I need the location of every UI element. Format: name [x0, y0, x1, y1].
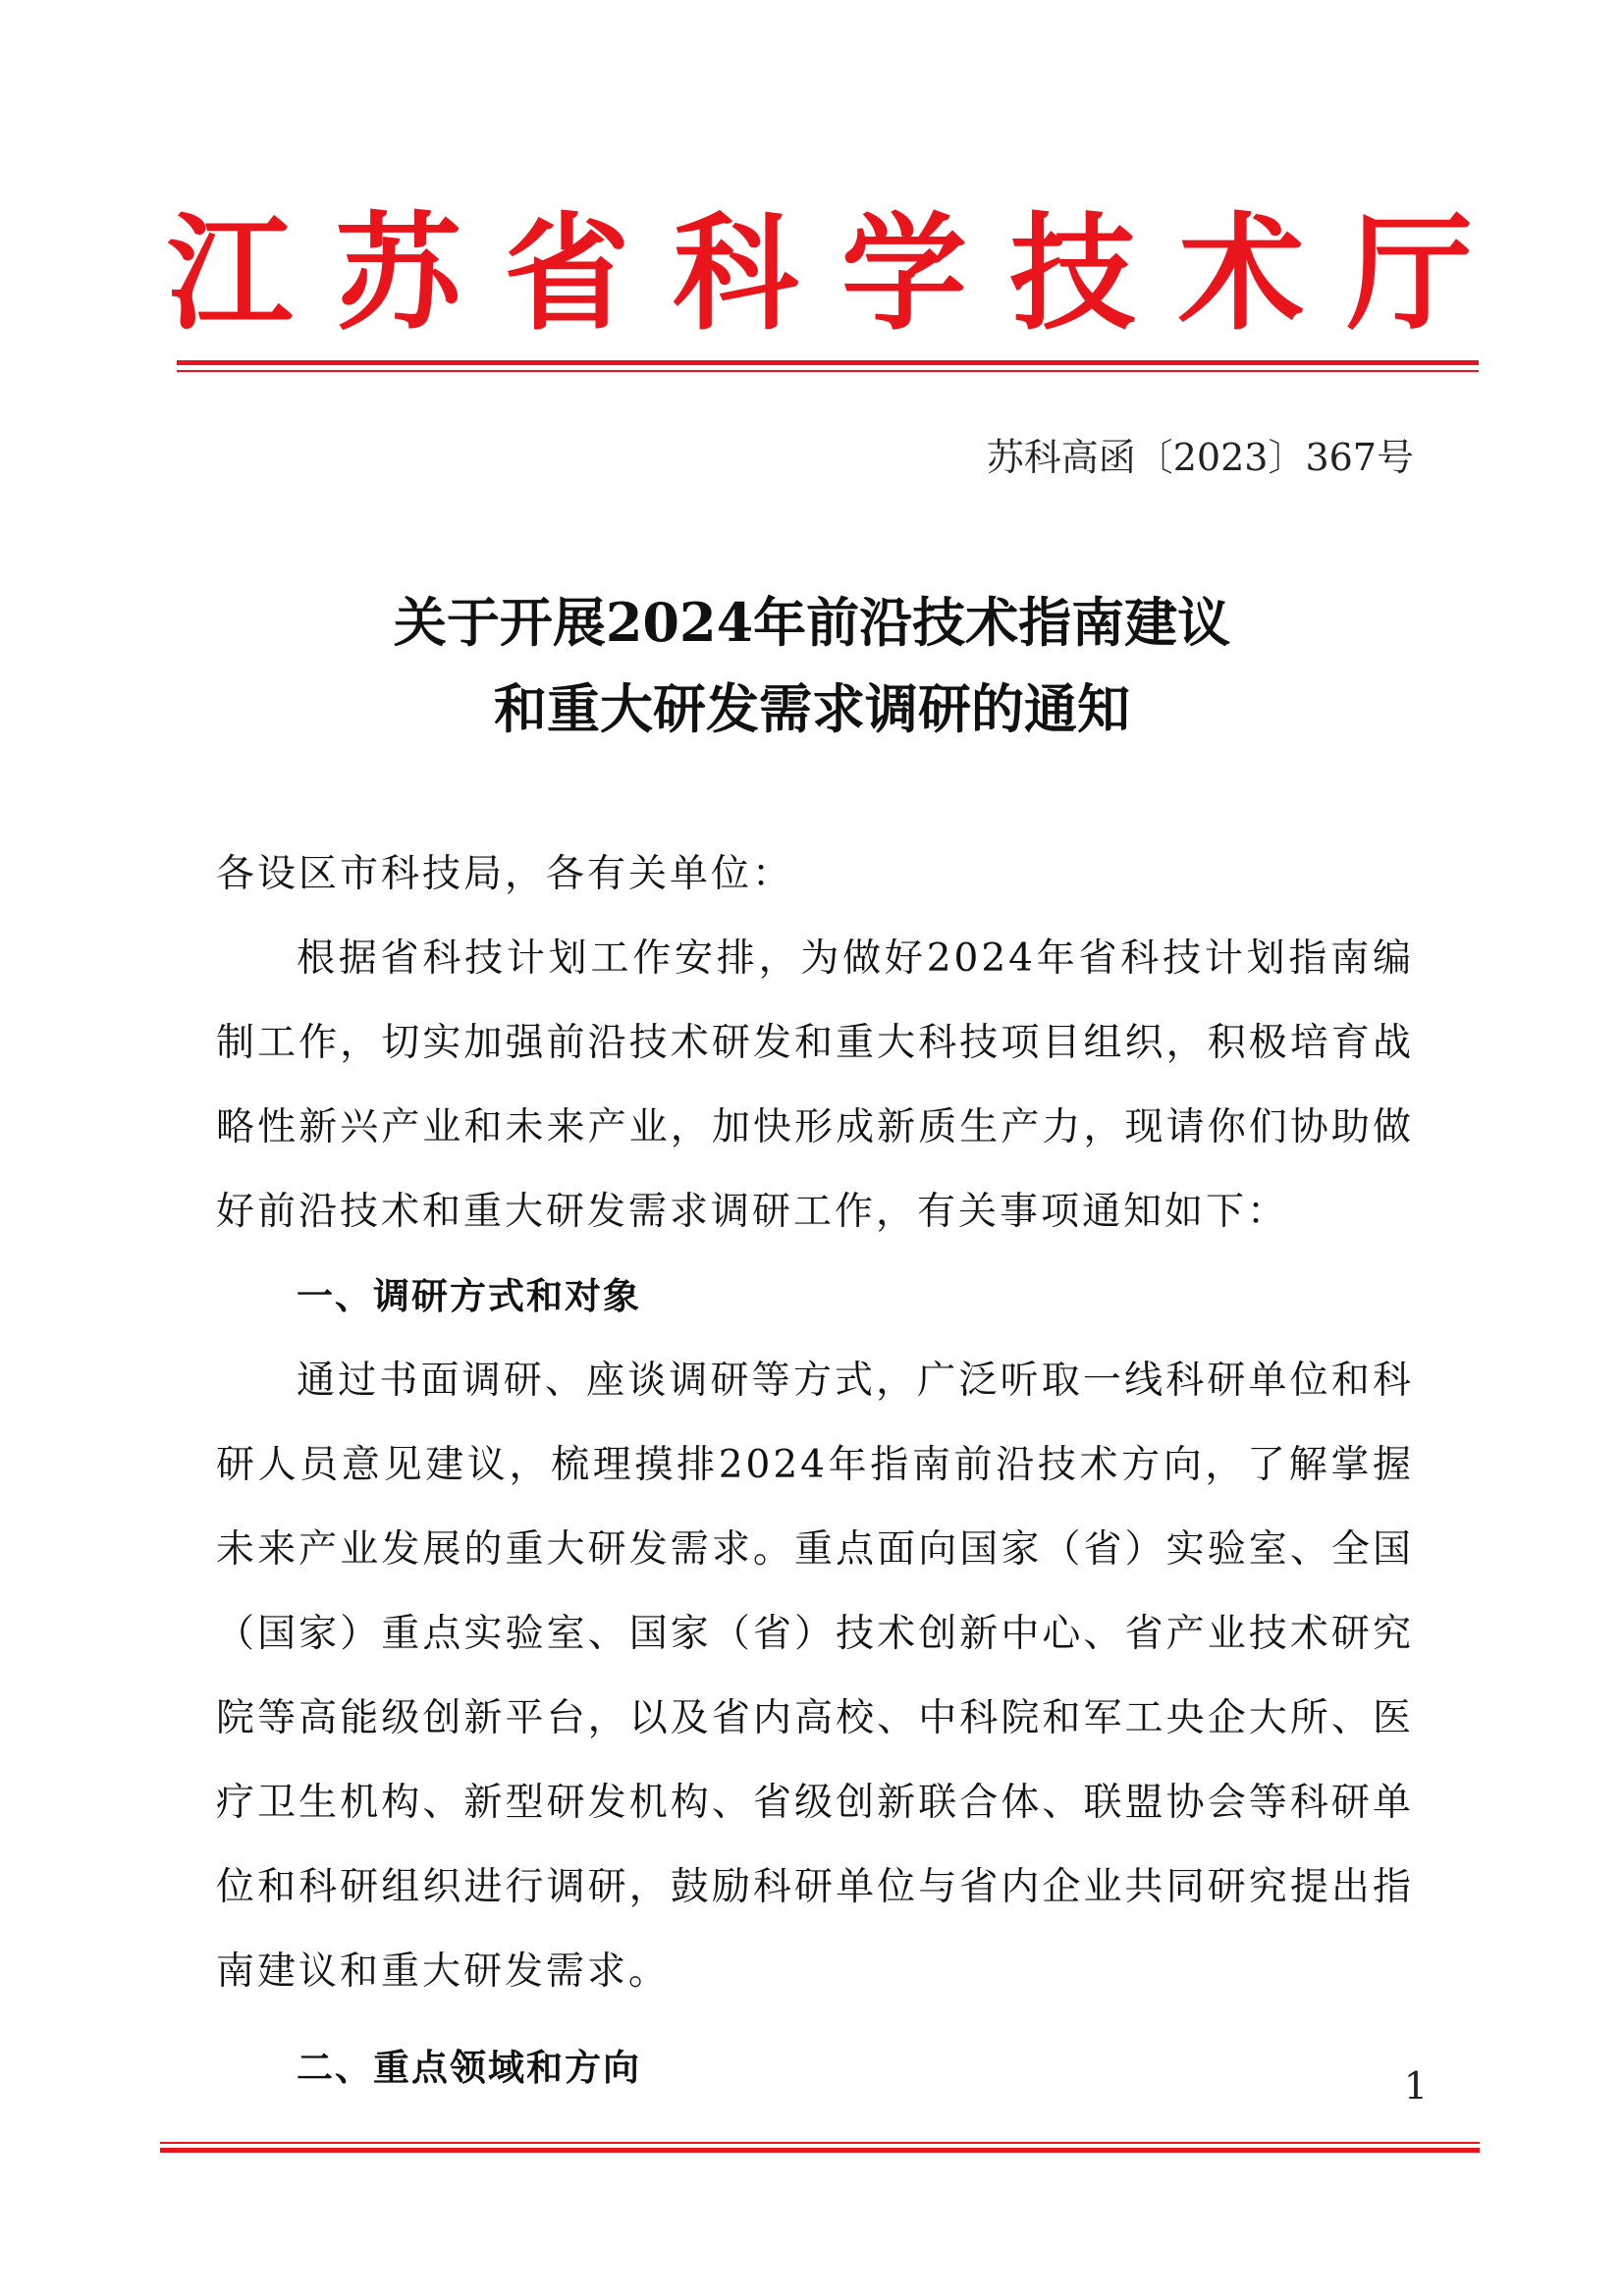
section-1-paragraph: 通过书面调研、座谈调研等方式，广泛听取一线科研单位和科研人员意见建议，梳理摸排2024年指南前沿技术方向，了解掌握未来产业发展的重大研发需求。重点面向国家（省）实验室、全国（国家）重点实验室、国家（省）技术创新中心、省产业技术研究院等高能级创新平台，以及省内高校、中科院和军工央企大所、医疗卫生机构、新型研发机构、省级创新联合体、联盟协会等科研单位和科研组织进行调研，鼓励科研单位与省内企业共同研究提出指南建议和重大研发需求。: [216, 1359, 1414, 1994]
masthead-char: 江: [167, 201, 294, 347]
title-line-1: 关于开展2024年前沿技术指南建议: [393, 591, 1231, 654]
masthead-rule-thick: [177, 360, 1479, 365]
section-heading-2: 二、重点领域和方向: [297, 2047, 641, 2089]
masthead-char: 苏: [335, 201, 461, 347]
masthead-char: 技: [1009, 201, 1136, 347]
salutation: 各设区市科技局，各有关单位：: [216, 852, 794, 896]
masthead-char: 省: [504, 201, 630, 347]
intro-paragraph: 根据省科技计划工作安排，为做好2024年省科技计划指南编制工作，切实加强前沿技术研发和重大科技项目组织，积极培育战略性新兴产业和未来产业，加快形成新质生产力，现请你们协助做好前沿技术和重大研发需求调研工作，有关事项通知如下：: [216, 936, 1414, 1234]
title-line-2: 和重大研发需求调研的通知: [494, 677, 1130, 740]
document-number: 苏科高函〔2023〕367号: [986, 436, 1414, 479]
masthead-char: 科: [673, 201, 799, 347]
section-heading-1: 一、调研方式和对象: [297, 1275, 641, 1317]
masthead-char: 学: [840, 201, 967, 347]
masthead-char: 术: [1178, 201, 1305, 347]
masthead: [167, 201, 1473, 348]
footer-rule-thick: [160, 2148, 1480, 2153]
footer-rule-thin: [160, 2142, 1480, 2144]
masthead-rule-thin: [177, 370, 1479, 372]
document-body: [216, 832, 1414, 2110]
document-title: [0, 579, 1624, 752]
masthead-char: 厅: [1346, 201, 1473, 347]
page-number: 1: [1403, 2064, 1428, 2108]
